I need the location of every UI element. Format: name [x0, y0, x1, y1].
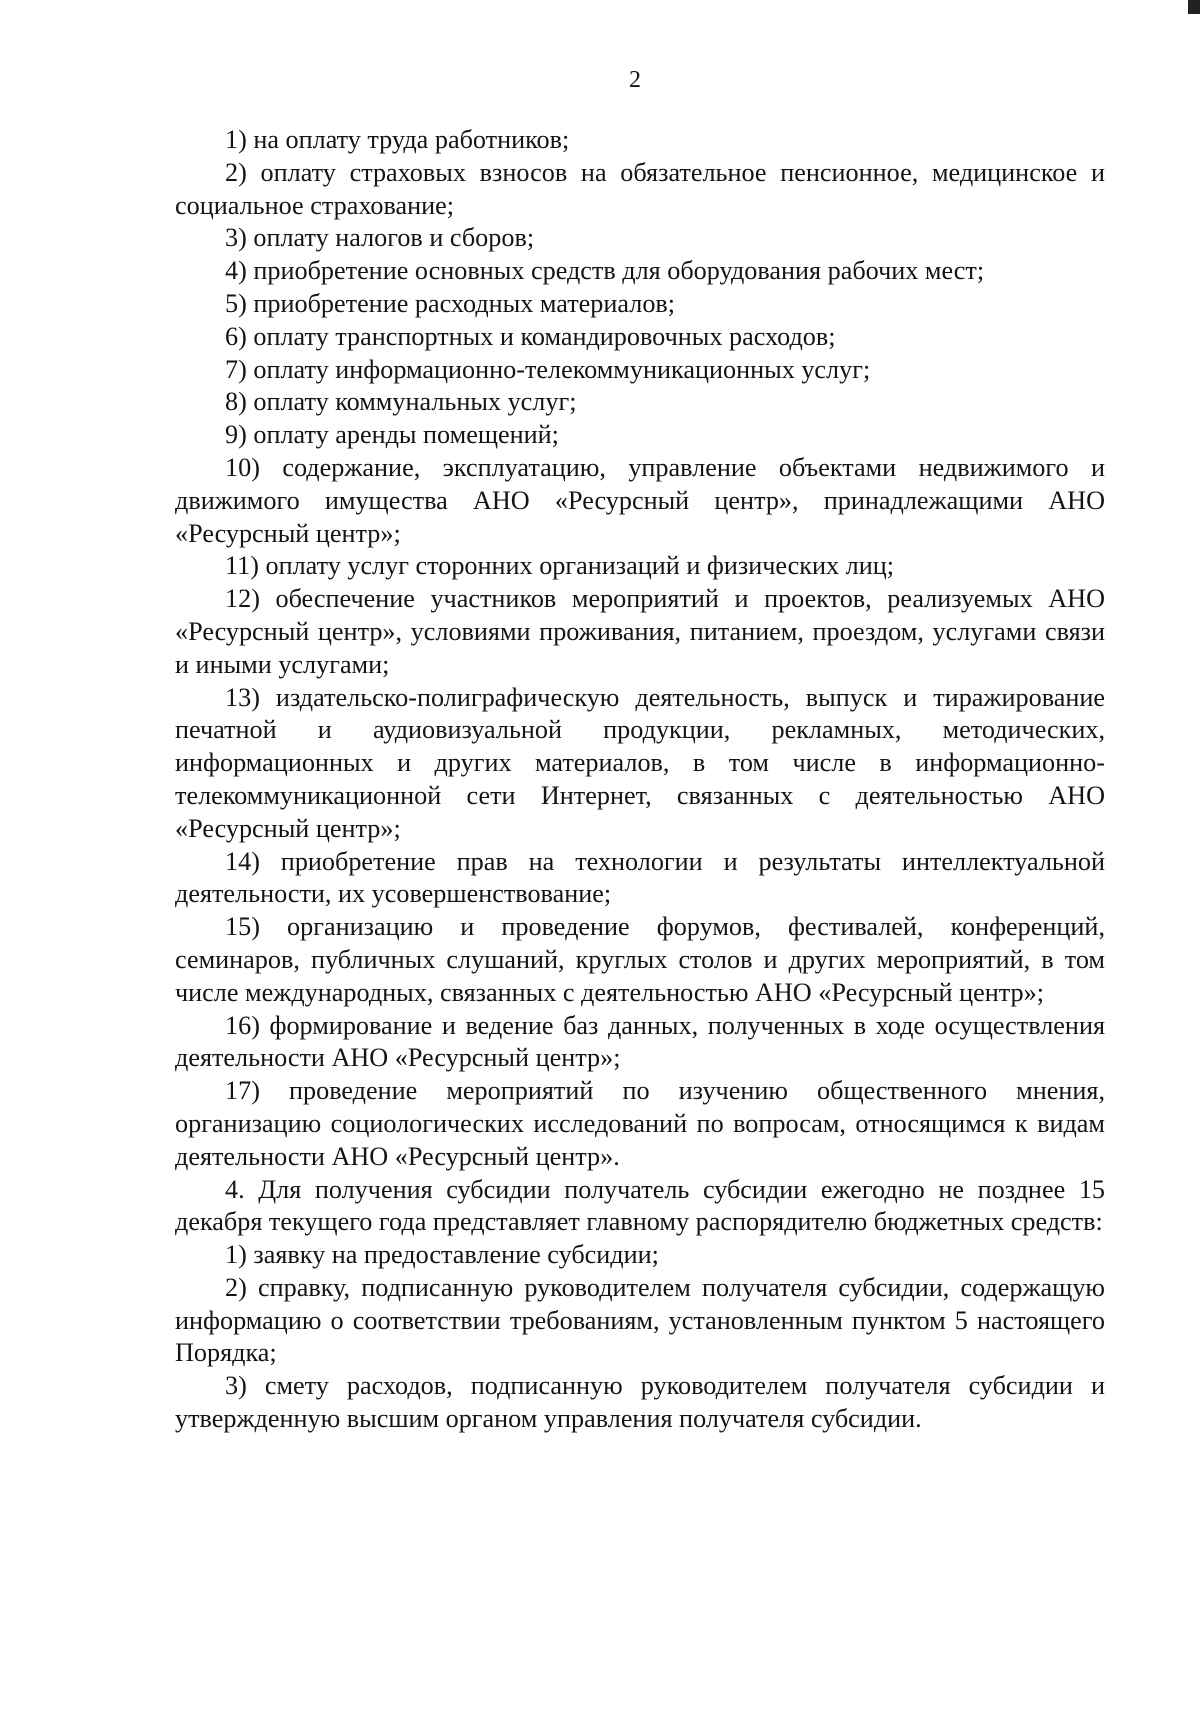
scan-corner-mark — [1188, 0, 1200, 14]
list-item: 11) оплату услуг сторонних организаций и физических лиц; — [225, 551, 895, 581]
section-paragraph: 4. Для получения субсидии получатель субсидии ежегодно не позднее 15 декабря текущего года представляет главному распорядителю бюджетных средств: — [175, 1174, 1105, 1237]
list-item: 14) приобретение прав на технологии и результаты интеллектуальной деятельности, их усовершенствование; — [175, 846, 1105, 909]
list-item: 2) справку, подписанную руководителем получателя субсидии, содержащую информацию о соответствии требованиям, установленным пунктом 5 настоящего Порядка; — [175, 1272, 1105, 1368]
list-item: 1) на оплату труда работников; — [225, 125, 570, 154]
list-item: 2) оплату страховых взносов на обязательное пенсионное, медицинское и социальное страхование; — [175, 157, 1105, 220]
list-item: 5) приобретение расходных материалов; — [225, 288, 676, 318]
list-item: 7) оплату информационно-телекоммуникационных услуг; — [225, 354, 871, 384]
list-item: 3) оплату налогов и сборов; — [225, 223, 535, 253]
list-item: 17) проведение мероприятий по изучению общественного мнения, организацию социологических исследований по вопросам, относящимся к видам деятельности АНО «Ресурсный центр». — [175, 1076, 1105, 1171]
list-item: 9) оплату аренды помещений; — [225, 420, 559, 450]
list-item: 15) организацию и проведение форумов, фестивалей, конференций, семинаров, публичных слушаний, круглых столов и других мероприятий, в том числе международных, связанных с деятельностью АНО «Ресурсный центр»; — [175, 912, 1105, 1007]
list-item: 6) оплату транспортных и командировочных расходов; — [225, 321, 836, 351]
list-item: 13) издательско-полиграфическую деятельность, выпуск и тиражирование печатной и аудиовизуальной продукции, рекламных, методических, информационных и других материалов, в том числе в информационно-телекоммуникационной сети Интернет, связанных с деятельностью АНО «Ресурсный центр»; — [175, 682, 1105, 843]
list-item: 16) формирование и ведение баз данных, полученных в ходе осуществления деятельности АНО «Ресурсный центр»; — [175, 1010, 1105, 1073]
list-item: 10) содержание, эксплуатацию, управление объектами недвижимого и движимого имущества АНО «Ресурсный центр», принадлежащими АНО «Ресурсный центр»; — [175, 452, 1105, 548]
list-item: 1) заявку на предоставление субсидии; — [225, 1240, 659, 1270]
list-item: 8) оплату коммунальных услуг; — [225, 387, 577, 417]
list-item: 12) обеспечение участников мероприятий и проектов, реализуемых АНО «Ресурсный центр», условиями проживания, питанием, проездом, услугами связи и иными услугами; — [175, 584, 1105, 679]
page-number: 2 — [629, 67, 641, 93]
document-body — [175, 124, 1105, 1436]
list-item: 4) приобретение основных средств для оборудования рабочих мест; — [225, 256, 985, 286]
list-item: 3) смету расходов, подписанную руководителем получателя субсидии и утвержденную высшим органом управления получателя субсидии. — [175, 1371, 1105, 1434]
